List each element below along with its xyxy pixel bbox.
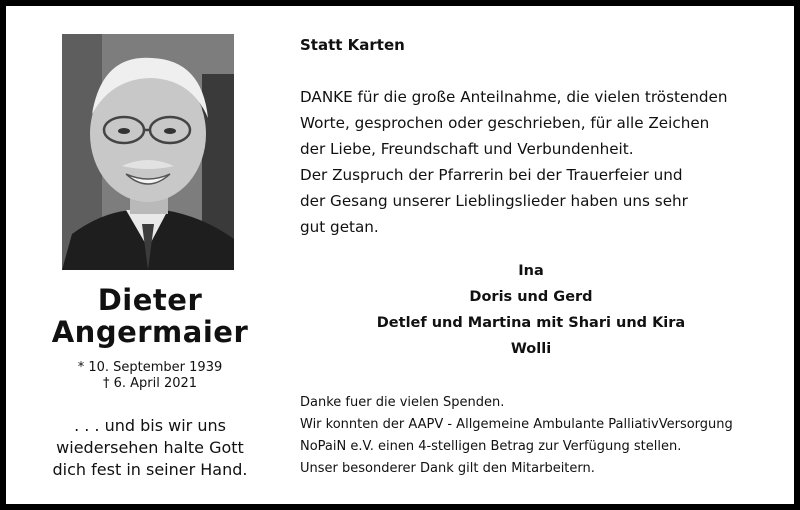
deceased-first-name: Dieter [97, 283, 203, 317]
death-date: † 6. April 2021 [102, 376, 198, 391]
memorial-quote [26, 415, 274, 481]
note-line: Unser besonderer Dank gilt den Mitarbeitern. [300, 461, 595, 476]
portrait-photo [62, 34, 234, 270]
signature-line: Doris und Gerd [469, 289, 593, 305]
signature-line: Ina [518, 263, 544, 279]
body-line: der Liebe, Freundschaft und Verbundenheit. [300, 140, 634, 158]
note-line: NoPaiN e.V. einen 4-stelligen Betrag zur Verfügung stellen. [300, 439, 682, 454]
body-line: Der Zuspruch der Pfarrerin bei der Trauerfeier und [300, 166, 683, 184]
obituary-card [6, 6, 794, 504]
quote-line: . . . und bis wir uns [74, 416, 226, 435]
body-line: der Gesang unserer Lieblingslieder haben uns sehr [300, 192, 688, 210]
birth-date: * 10. September 1939 [77, 360, 223, 375]
body-line: DANKE für die große Anteilnahme, die vielen tröstenden [300, 88, 728, 106]
donation-note [300, 392, 733, 480]
note-line: Wir konnten der AAPV - Allgemeine Ambulante PalliativVersorgung [300, 417, 733, 432]
heading-statt-karten: Statt Karten [300, 36, 405, 54]
body-line: Worte, gesprochen oder geschrieben, für alle Zeichen [300, 114, 710, 132]
signature-line: Detlef und Martina mit Shari und Kira [376, 315, 686, 331]
body-line: gut getan. [300, 218, 379, 236]
quote-line: dich fest in seiner Hand. [52, 460, 248, 479]
note-line: Danke fuer die vielen Spenden. [300, 395, 505, 410]
deceased-last-name: Angermaier [51, 315, 249, 349]
life-dates [26, 360, 274, 392]
quote-line: wiedersehen halte Gott [56, 438, 244, 457]
signature-line: Wolli [510, 341, 552, 357]
thank-you-text [300, 84, 728, 240]
family-signatures [300, 258, 762, 362]
